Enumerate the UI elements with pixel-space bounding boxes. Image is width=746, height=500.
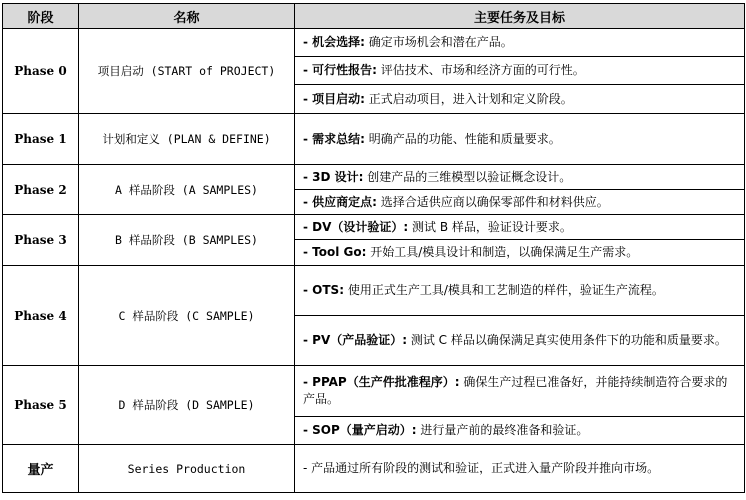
table-row — [3, 114, 745, 165]
header-tasks: 主要任务及目标 — [295, 4, 745, 29]
phase-cell: Phase 3 — [3, 215, 79, 266]
task-cell — [295, 114, 745, 165]
task-cell — [295, 29, 745, 57]
task-cell — [295, 316, 745, 366]
task-label: - 机会选择: — [303, 35, 365, 49]
stage-name-cell: Series Production — [79, 445, 295, 493]
task-label: - PV（产品验证）: — [303, 333, 408, 347]
task-text: 选择合适供应商以确保零部件和材料供应。 — [376, 194, 609, 209]
task-cell — [295, 240, 745, 266]
task-cell — [295, 366, 745, 417]
table-row — [3, 445, 745, 493]
task-label: - PPAP（生产件批准程序）: — [303, 375, 460, 389]
task-label: - 需求总结: — [303, 131, 365, 146]
task-cell — [295, 445, 745, 493]
task-label: - OTS: — [303, 283, 344, 297]
stage-name-cell: A 样品阶段 (A SAMPLES) — [79, 165, 295, 215]
phase-cell: Phase 4 — [3, 266, 79, 366]
task-label: - Tool Go: — [303, 245, 367, 259]
task-text: 测试 C 样品以确保满足真实使用条件下的功能和质量要求。 — [407, 333, 727, 347]
phase-table — [2, 3, 745, 493]
task-label: - 3D 设计: — [303, 169, 364, 184]
task-text: 使用正式生产工具/模具和工艺制造的样件，验证生产流程。 — [344, 283, 664, 297]
task-cell — [295, 165, 745, 190]
task-text: 测试 B 样品，验证设计要求。 — [408, 219, 572, 234]
task-text: 评估技术、市场和经济方面的可行性。 — [376, 63, 585, 77]
task-label: - 供应商定点: — [303, 194, 377, 209]
stage-name-cell: C 样品阶段 (C SAMPLE) — [79, 266, 295, 366]
phase-cell: 量产 — [3, 445, 79, 493]
stage-name-cell: 项目启动 (START of PROJECT) — [79, 29, 295, 114]
task-label: - SOP（量产启动）: — [303, 423, 417, 437]
task-cell — [295, 417, 745, 445]
task-text: 确保生产过程已准备好，并能持续制造符合要求的产品。 — [303, 375, 728, 406]
task-cell — [295, 190, 745, 215]
table-row — [3, 215, 745, 240]
task-text: 开始工具/模具设计和制造，以确保满足生产需求。 — [366, 245, 639, 259]
task-cell — [295, 215, 745, 240]
task-text: 创建产品的三维模型以验证概念设计。 — [363, 169, 572, 184]
task-text: 进行量产前的最终准备和验证。 — [416, 423, 589, 437]
header-phase: 阶段 — [3, 4, 79, 29]
phase-cell: Phase 1 — [3, 114, 79, 165]
phase-cell: Phase 5 — [3, 366, 79, 445]
table-row — [3, 165, 745, 190]
table-row — [3, 29, 745, 57]
task-cell — [295, 85, 745, 114]
task-label: - DV（设计验证）: — [303, 219, 409, 234]
task-text: - 产品通过所有阶段的测试和验证，正式进入量产阶段并推向市场。 — [303, 461, 660, 475]
task-text: 明确产品的功能、性能和质量要求。 — [364, 131, 561, 146]
task-text: 确定市场机会和潜在产品。 — [364, 35, 513, 49]
header-name: 名称 — [79, 4, 295, 29]
stage-name-cell: 计划和定义 (PLAN & DEFINE) — [79, 114, 295, 165]
task-label: - 可行性报告: — [303, 63, 377, 77]
task-text: 正式启动项目，进入计划和定义阶段。 — [364, 91, 573, 106]
table-row — [3, 366, 745, 417]
phase-cell: Phase 2 — [3, 165, 79, 215]
task-label: - 项目启动: — [303, 91, 365, 106]
task-cell — [295, 266, 745, 316]
task-cell — [295, 57, 745, 85]
table-header-row — [3, 4, 745, 29]
stage-name-cell: D 样品阶段 (D SAMPLE) — [79, 366, 295, 445]
phase-cell: Phase 0 — [3, 29, 79, 114]
table-row — [3, 266, 745, 316]
stage-name-cell: B 样品阶段 (B SAMPLES) — [79, 215, 295, 266]
